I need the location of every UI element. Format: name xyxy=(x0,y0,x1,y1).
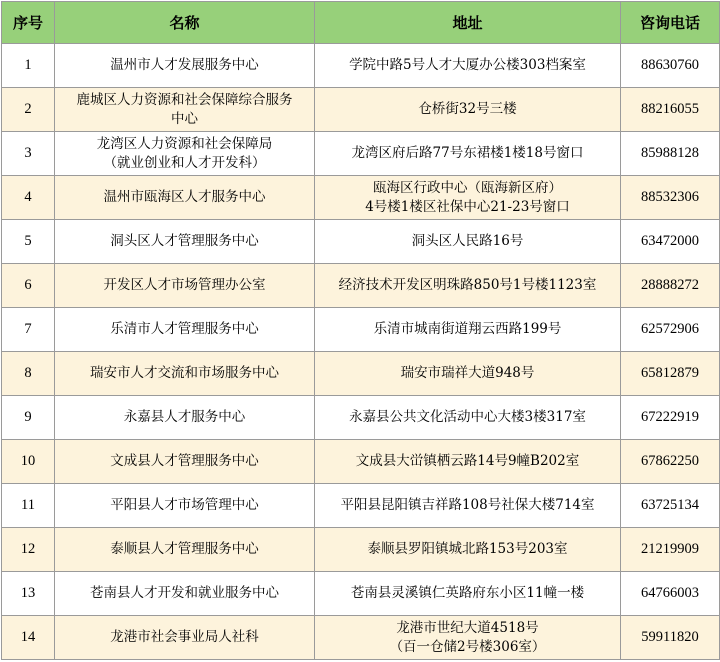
table-row xyxy=(2,132,720,176)
org-name-line: 乐清市人才管理服务中心 xyxy=(110,321,259,337)
row-index: 8 xyxy=(2,352,55,396)
phone-number: 88630760 xyxy=(621,44,720,88)
phone-number: 88216055 xyxy=(621,88,720,132)
org-name-line: 洞头区人才管理服务中心 xyxy=(110,233,259,249)
address-line: 瓯海区行政中心（瓯海新区府） xyxy=(373,179,562,196)
org-name-line: 文成县人才管理服务中心 xyxy=(110,453,259,469)
org-name-line: 开发区人才市场管理办公室 xyxy=(103,277,266,293)
row-index: 4 xyxy=(2,176,55,220)
table-row xyxy=(2,352,720,396)
address-cell xyxy=(315,528,621,572)
address-cell xyxy=(315,132,621,176)
phone-number: 21219909 xyxy=(621,528,720,572)
table-row xyxy=(2,396,720,440)
org-name-cell xyxy=(55,132,315,176)
org-name-cell xyxy=(55,396,315,440)
address-cell xyxy=(315,176,621,220)
phone-number: 67862250 xyxy=(621,440,720,484)
table-row xyxy=(2,220,720,264)
address-cell xyxy=(315,616,621,660)
row-index: 1 xyxy=(2,44,55,88)
org-name-line: 龙港市社会事业局人社科 xyxy=(110,629,259,645)
phone-number: 63472000 xyxy=(621,220,720,264)
address-line: 苍南县灵溪镇仁英路府东小区11幢一楼 xyxy=(350,585,585,601)
address-line: 文成县大峃镇栖云路14号9幢B202室 xyxy=(355,453,580,469)
row-index: 12 xyxy=(2,528,55,572)
org-name-cell xyxy=(55,352,315,396)
org-name-line: 瑞安市人才交流和市场服务中心 xyxy=(90,365,279,381)
row-index: 14 xyxy=(2,616,55,660)
row-index: 5 xyxy=(2,220,55,264)
address-line: 泰顺县罗阳镇城北路153号203室 xyxy=(367,541,568,557)
row-index: 13 xyxy=(2,572,55,616)
header-name: 名称 xyxy=(55,2,315,44)
address-cell xyxy=(315,572,621,616)
address-cell xyxy=(315,352,621,396)
table-row xyxy=(2,616,720,660)
org-name-line: 中心 xyxy=(171,110,198,127)
header-phone: 咨询电话 xyxy=(621,2,720,44)
org-name-cell xyxy=(55,440,315,484)
org-name-cell xyxy=(55,308,315,352)
org-name-cell xyxy=(55,44,315,88)
phone-number: 63725134 xyxy=(621,484,720,528)
row-index: 11 xyxy=(2,484,55,528)
table-row xyxy=(2,264,720,308)
table-row xyxy=(2,572,720,616)
address-cell xyxy=(315,44,621,88)
org-name-cell xyxy=(55,484,315,528)
phone-number: 85988128 xyxy=(621,132,720,176)
phone-number: 67222919 xyxy=(621,396,720,440)
row-index: 2 xyxy=(2,88,55,132)
phone-number: 65812879 xyxy=(621,352,720,396)
phone-number: 59911820 xyxy=(621,616,720,660)
org-name-cell xyxy=(55,572,315,616)
address-cell xyxy=(315,264,621,308)
org-name-cell xyxy=(55,616,315,660)
org-name-line: 苍南县人才开发和就业服务中心 xyxy=(90,585,279,601)
address-line: 4号楼1楼区社保中心21-23号窗口 xyxy=(365,198,570,215)
table-header-row xyxy=(2,2,720,44)
address-line: 学院中路5号人才大厦办公楼303档案室 xyxy=(349,57,586,73)
phone-number: 64766003 xyxy=(621,572,720,616)
header-address: 地址 xyxy=(315,2,621,44)
table-row xyxy=(2,176,720,220)
table-body xyxy=(2,44,720,660)
row-index: 3 xyxy=(2,132,55,176)
org-name-cell xyxy=(55,176,315,220)
address-line: 乐清市城南街道翔云西路199号 xyxy=(373,321,562,337)
address-cell xyxy=(315,440,621,484)
service-center-table xyxy=(1,1,720,660)
org-name-cell xyxy=(55,88,315,132)
address-line: 永嘉县公共文化活动中心大楼3楼317室 xyxy=(349,409,586,425)
address-line: 洞头区人民路16号 xyxy=(411,233,524,249)
address-line: 仓桥街32号三楼 xyxy=(418,101,517,117)
org-name-cell xyxy=(55,220,315,264)
table-row xyxy=(2,484,720,528)
phone-number: 28888272 xyxy=(621,264,720,308)
table-row xyxy=(2,44,720,88)
table-row xyxy=(2,88,720,132)
address-line: 瑞安市瑞祥大道948号 xyxy=(400,365,535,381)
org-name-line: 温州市瓯海区人才服务中心 xyxy=(103,189,266,205)
org-name-cell xyxy=(55,264,315,308)
address-line: 龙港市世纪大道4518号 xyxy=(396,619,539,636)
org-name-line: 泰顺县人才管理服务中心 xyxy=(110,541,259,557)
org-name-line: 永嘉县人才服务中心 xyxy=(123,409,246,425)
address-line: 龙湾区府后路77号东裙楼1楼18号窗口 xyxy=(351,145,584,161)
org-name-line: 温州市人才发展服务中心 xyxy=(110,57,259,73)
address-line: 平阳县昆阳镇吉祥路108号社保大楼714室 xyxy=(340,497,595,513)
phone-number: 62572906 xyxy=(621,308,720,352)
address-cell xyxy=(315,220,621,264)
address-line: （百一仓储2号楼306室） xyxy=(389,638,546,655)
org-name-cell xyxy=(55,528,315,572)
org-name-line: 鹿城区人力资源和社会保障综合服务 xyxy=(76,91,293,108)
org-name-line: （就业创业和人才开发科） xyxy=(103,154,266,171)
header-index: 序号 xyxy=(2,2,55,44)
row-index: 9 xyxy=(2,396,55,440)
address-cell xyxy=(315,484,621,528)
row-index: 7 xyxy=(2,308,55,352)
row-index: 6 xyxy=(2,264,55,308)
row-index: 10 xyxy=(2,440,55,484)
address-line: 经济技术开发区明珠路850号1号楼1123室 xyxy=(338,277,597,293)
address-cell xyxy=(315,396,621,440)
address-cell xyxy=(315,308,621,352)
phone-number: 88532306 xyxy=(621,176,720,220)
table-row xyxy=(2,308,720,352)
org-name-line: 平阳县人才市场管理中心 xyxy=(110,497,259,513)
table-row xyxy=(2,528,720,572)
address-cell xyxy=(315,88,621,132)
org-name-line: 龙湾区人力资源和社会保障局 xyxy=(96,135,273,152)
table-row xyxy=(2,440,720,484)
